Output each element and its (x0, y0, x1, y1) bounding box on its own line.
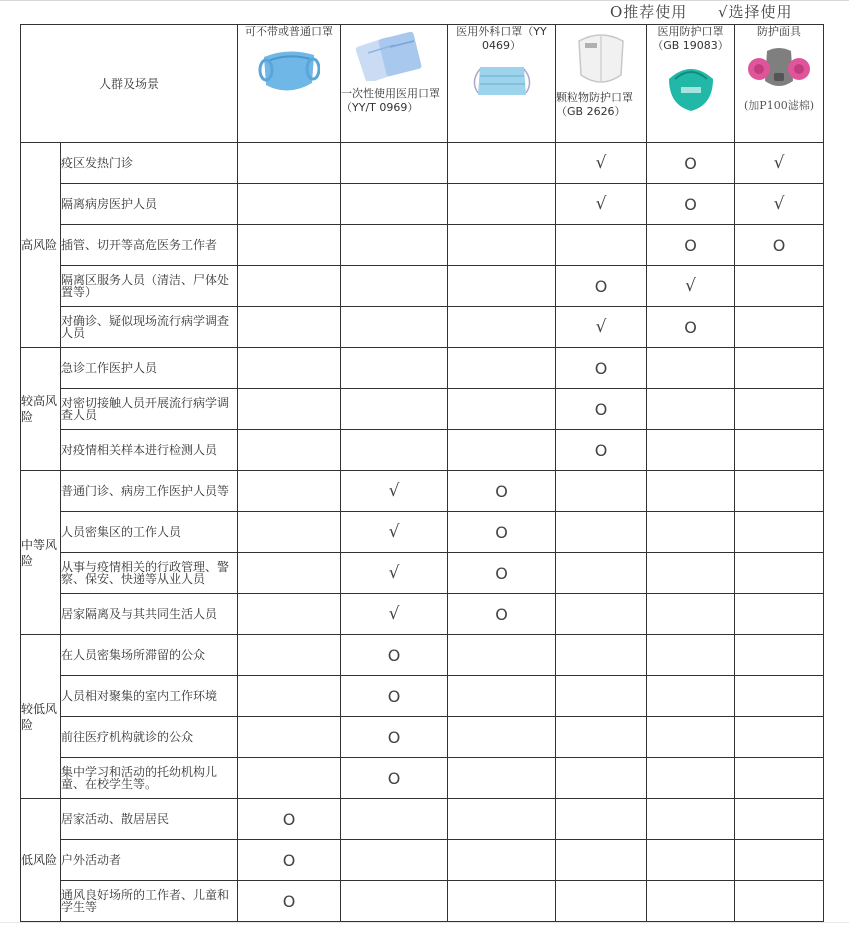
table-row (21, 676, 824, 717)
mark-cloth: O (238, 799, 341, 840)
scene-label: 人员密集区的工作人员 (61, 512, 238, 553)
table-row (21, 717, 824, 758)
bottom-divider (0, 922, 849, 923)
mark-disposable: √ (341, 471, 448, 512)
mark-cloth (238, 348, 341, 389)
column-note: (加P100滤棉) (744, 99, 814, 112)
table-row (21, 348, 824, 389)
mark-disposable (341, 799, 448, 840)
mark-particulate: O (556, 348, 647, 389)
scene-label: 疫区发热门诊 (61, 143, 238, 184)
mark-medical-protective (647, 635, 735, 676)
scene-label: 户外活动者 (61, 840, 238, 881)
mark-medical-protective: O (647, 184, 735, 225)
table-row (21, 389, 824, 430)
mark-particulate: O (556, 266, 647, 307)
mark-respirator: √ (735, 184, 824, 225)
mark-cloth (238, 553, 341, 594)
risk-level: 低风险 (21, 799, 61, 922)
mark-cloth: O (238, 840, 341, 881)
mark-particulate (556, 553, 647, 594)
mark-disposable (341, 348, 448, 389)
risk-level: 中等风险 (21, 471, 61, 635)
mark-respirator (735, 717, 824, 758)
table-row (21, 553, 824, 594)
mark-cloth (238, 266, 341, 307)
disposable-mask-pack-icon (354, 29, 434, 81)
mark-particulate: O (556, 389, 647, 430)
mark-particulate (556, 635, 647, 676)
mark-respirator (735, 840, 824, 881)
mark-disposable: O (341, 758, 448, 799)
mark-disposable: O (341, 676, 448, 717)
mark-respirator (735, 676, 824, 717)
mark-respirator (735, 799, 824, 840)
mark-particulate (556, 799, 647, 840)
table-row (21, 430, 824, 471)
mark-particulate (556, 471, 647, 512)
mark-particulate (556, 717, 647, 758)
mark-cloth (238, 143, 341, 184)
scene-label: 隔离区服务人员（清洁、尸体处置等） (61, 266, 238, 307)
mark-medical-protective: √ (647, 266, 735, 307)
mark-medical-protective (647, 471, 735, 512)
mark-disposable: O (341, 717, 448, 758)
table-row (21, 512, 824, 553)
mark-surgical: O (448, 594, 556, 635)
mark-disposable (341, 266, 448, 307)
table-row (21, 799, 824, 840)
mark-particulate (556, 676, 647, 717)
mark-surgical (448, 840, 556, 881)
legend (600, 1, 840, 21)
mark-surgical (448, 389, 556, 430)
mark-medical-protective: O (647, 225, 735, 266)
mark-surgical (448, 717, 556, 758)
mark-surgical (448, 676, 556, 717)
mark-respirator (735, 553, 824, 594)
mark-respirator (735, 471, 824, 512)
scene-label: 从事与疫情相关的行政管理、警察、保安、快递等从业人员 (61, 553, 238, 594)
column-header-medical-protective (647, 25, 735, 143)
table-row (21, 307, 824, 348)
mark-surgical (448, 143, 556, 184)
mark-respirator (735, 881, 824, 922)
column-header-particulate (556, 25, 647, 143)
header-row (21, 25, 824, 143)
mark-cloth (238, 676, 341, 717)
table-row (21, 143, 824, 184)
mark-disposable (341, 184, 448, 225)
column-label: 一次性使用医用口罩（YY/T 0969） (341, 87, 440, 114)
mark-respirator (735, 348, 824, 389)
table-row (21, 266, 824, 307)
table-row (21, 758, 824, 799)
mark-cloth (238, 635, 341, 676)
mark-surgical: O (448, 471, 556, 512)
mark-disposable (341, 389, 448, 430)
scene-label: 普通门诊、病房工作医护人员等 (61, 471, 238, 512)
mark-particulate: O (556, 430, 647, 471)
scene-label: 插管、切开等高危医务工作者 (61, 225, 238, 266)
table-body (21, 143, 824, 922)
scene-label: 前往医疗机构就诊的公众 (61, 717, 238, 758)
scene-label: 对疫情相关样本进行检测人员 (61, 430, 238, 471)
mark-particulate: √ (556, 184, 647, 225)
scene-label: 居家隔离及与其共同生活人员 (61, 594, 238, 635)
mark-respirator (735, 307, 824, 348)
mark-medical-protective: O (647, 307, 735, 348)
mark-respirator (735, 389, 824, 430)
mark-disposable: √ (341, 594, 448, 635)
table-row (21, 635, 824, 676)
mark-disposable (341, 225, 448, 266)
column-label: 防护面具 (757, 25, 801, 38)
mark-surgical: O (448, 553, 556, 594)
mark-particulate (556, 594, 647, 635)
scene-label: 人员相对聚集的室内工作环境 (61, 676, 238, 717)
mark-medical-protective (647, 389, 735, 430)
mark-surgical (448, 266, 556, 307)
mark-particulate: √ (556, 143, 647, 184)
mark-cloth: O (238, 881, 341, 922)
table-row (21, 184, 824, 225)
surgical-mask-icon (470, 57, 534, 105)
mark-respirator: O (735, 225, 824, 266)
mark-medical-protective (647, 881, 735, 922)
mark-cloth (238, 225, 341, 266)
column-label: 可不带或普通口罩 (245, 25, 333, 38)
mark-particulate: √ (556, 307, 647, 348)
legend-recommend: O推荐使用 (610, 3, 688, 21)
table-row (21, 471, 824, 512)
table-row (21, 881, 824, 922)
risk-level: 较低风险 (21, 635, 61, 799)
mark-respirator (735, 758, 824, 799)
table-row (21, 594, 824, 635)
corner-label: 人群及场景 (21, 25, 238, 143)
mark-surgical (448, 225, 556, 266)
mark-respirator (735, 430, 824, 471)
mark-disposable: √ (341, 553, 448, 594)
mark-surgical: O (448, 512, 556, 553)
mark-particulate (556, 840, 647, 881)
mark-cloth (238, 307, 341, 348)
n95-mask-icon (661, 57, 721, 113)
mark-disposable (341, 307, 448, 348)
mark-surgical (448, 348, 556, 389)
scene-label: 通风良好场所的工作者、儿童和学生等 (61, 881, 238, 922)
mark-medical-protective (647, 512, 735, 553)
scene-label: 急诊工作医护人员 (61, 348, 238, 389)
column-header-disposable (341, 25, 448, 143)
mark-respirator: √ (735, 143, 824, 184)
mark-medical-protective (647, 348, 735, 389)
mark-disposable (341, 143, 448, 184)
scene-label: 在人员密集场所滞留的公众 (61, 635, 238, 676)
mark-cloth (238, 430, 341, 471)
column-header-respirator (735, 25, 824, 143)
mark-medical-protective (647, 717, 735, 758)
scene-label: 集中学习和活动的托幼机构儿童、在校学生等。 (61, 758, 238, 799)
mark-respirator (735, 635, 824, 676)
mark-cloth (238, 471, 341, 512)
table-row (21, 840, 824, 881)
mark-particulate (556, 512, 647, 553)
column-label: 医用外科口罩（YY 0469） (456, 25, 547, 52)
mark-medical-protective (647, 553, 735, 594)
mark-cloth (238, 717, 341, 758)
mark-surgical (448, 635, 556, 676)
mark-medical-protective: O (647, 143, 735, 184)
table-row (21, 225, 824, 266)
mark-surgical (448, 758, 556, 799)
mark-cloth (238, 389, 341, 430)
mark-cloth (238, 184, 341, 225)
mark-medical-protective (647, 430, 735, 471)
mark-disposable (341, 430, 448, 471)
mark-particulate (556, 758, 647, 799)
mark-disposable: O (341, 635, 448, 676)
mark-surgical (448, 430, 556, 471)
risk-level: 较高风险 (21, 348, 61, 471)
legend-select: √选择使用 (718, 3, 793, 21)
column-label: 医用防护口罩（GB 19083） (652, 25, 729, 52)
mark-disposable: √ (341, 512, 448, 553)
mark-surgical (448, 881, 556, 922)
mark-particulate (556, 881, 647, 922)
mark-medical-protective (647, 840, 735, 881)
mark-medical-protective (647, 799, 735, 840)
mark-cloth (238, 512, 341, 553)
column-header-surgical (448, 25, 556, 143)
risk-level: 高风险 (21, 143, 61, 348)
mark-respirator (735, 266, 824, 307)
scene-label: 隔离病房医护人员 (61, 184, 238, 225)
scene-label: 居家活动、散居居民 (61, 799, 238, 840)
mask-selection-table (20, 24, 824, 922)
cloth-mask-icon (258, 43, 320, 99)
column-label: 颗粒物防护口罩（GB 2626） (556, 91, 633, 118)
mark-particulate (556, 225, 647, 266)
scene-label: 对密切接触人员开展流行病学调查人员 (61, 389, 238, 430)
mark-cloth (238, 758, 341, 799)
kn95-mask-icon (569, 29, 633, 89)
mark-medical-protective (647, 676, 735, 717)
mark-disposable (341, 840, 448, 881)
mark-respirator (735, 512, 824, 553)
mark-surgical (448, 307, 556, 348)
mark-surgical (448, 184, 556, 225)
respirator-icon (747, 43, 811, 93)
mark-disposable (341, 881, 448, 922)
mark-medical-protective (647, 758, 735, 799)
mark-cloth (238, 594, 341, 635)
mark-surgical (448, 799, 556, 840)
column-header-cloth (238, 25, 341, 143)
mark-respirator (735, 594, 824, 635)
mark-medical-protective (647, 594, 735, 635)
scene-label: 对确诊、疑似现场流行病学调查人员 (61, 307, 238, 348)
